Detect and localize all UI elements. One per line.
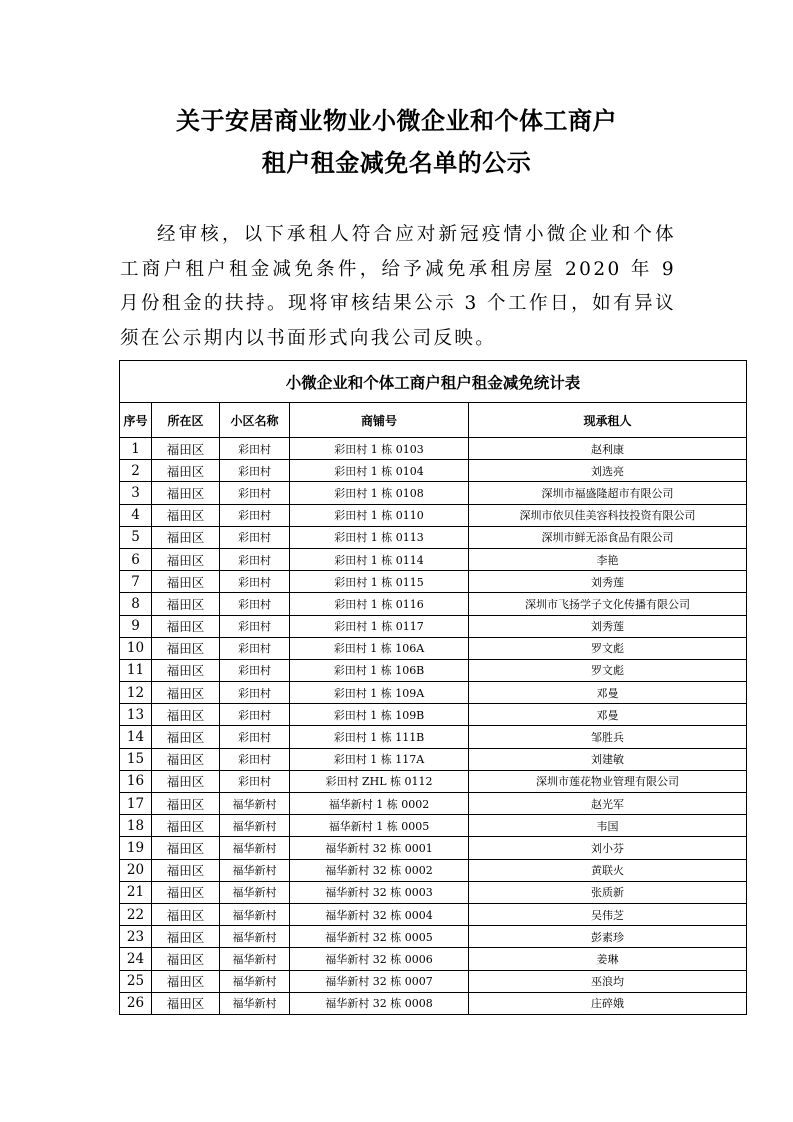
table-header-row [120, 403, 747, 438]
cell-shop-no: 福华新村 32 栋 0006 [290, 948, 469, 970]
cell-shop-no: 彩田村 1 栋 106B [290, 659, 469, 681]
cell-serial-no: 8 [120, 593, 152, 615]
cell-tenant: 庄碎娥 [469, 992, 747, 1014]
cell-community: 彩田村 [220, 770, 290, 792]
cell-shop-no: 福华新村 32 栋 0003 [290, 881, 469, 903]
cell-serial-no: 2 [120, 460, 152, 482]
cell-tenant: 邓曼 [469, 704, 747, 726]
cell-community: 福华新村 [220, 992, 290, 1014]
cell-serial-no: 4 [120, 504, 152, 526]
cell-district: 福田区 [152, 438, 220, 460]
table-row [120, 615, 747, 637]
cell-shop-no: 彩田村 1 栋 0117 [290, 615, 469, 637]
cell-shop-no: 福华新村 1 栋 0005 [290, 815, 469, 837]
table-row [120, 948, 747, 970]
cell-shop-no: 彩田村 1 栋 0108 [290, 482, 469, 504]
cell-serial-no: 12 [120, 682, 152, 704]
cell-community: 彩田村 [220, 637, 290, 659]
cell-district: 福田区 [152, 881, 220, 903]
cell-community: 彩田村 [220, 460, 290, 482]
cell-district: 福田区 [152, 571, 220, 593]
cell-community: 彩田村 [220, 526, 290, 548]
cell-tenant: 深圳市莲花物业管理有限公司 [469, 770, 747, 792]
table-row [120, 837, 747, 859]
table-row [120, 438, 747, 460]
cell-tenant: 刘秀莲 [469, 571, 747, 593]
cell-shop-no: 福华新村 1 栋 0002 [290, 793, 469, 815]
cell-tenant: 深圳市福盛隆超市有限公司 [469, 482, 747, 504]
cell-district: 福田区 [152, 926, 220, 948]
table-row [120, 970, 747, 992]
cell-tenant: 深圳市依贝佳美容科技投资有限公司 [469, 504, 747, 526]
cell-serial-no: 19 [120, 837, 152, 859]
table-row [120, 482, 747, 504]
cell-community: 彩田村 [220, 482, 290, 504]
cell-community: 福华新村 [220, 970, 290, 992]
cell-district: 福田区 [152, 504, 220, 526]
cell-shop-no: 彩田村 1 栋 0103 [290, 438, 469, 460]
cell-district: 福田区 [152, 748, 220, 770]
cell-shop-no: 彩田村 1 栋 111B [290, 726, 469, 748]
cell-district: 福田区 [152, 659, 220, 681]
cell-community: 彩田村 [220, 615, 290, 637]
cell-community: 彩田村 [220, 748, 290, 770]
cell-tenant: 李艳 [469, 548, 747, 570]
cell-community: 彩田村 [220, 704, 290, 726]
cell-shop-no: 彩田村 1 栋 106A [290, 637, 469, 659]
cell-community: 福华新村 [220, 881, 290, 903]
cell-district: 福田区 [152, 837, 220, 859]
header-current-tenant: 现承租人 [469, 403, 747, 438]
cell-serial-no: 9 [120, 615, 152, 637]
table-row [120, 659, 747, 681]
cell-serial-no: 20 [120, 859, 152, 881]
header-shop-no: 商铺号 [290, 403, 469, 438]
document-title-line-1: 关于安居商业物业小微企业和个体工商户 [176, 107, 617, 135]
cell-serial-no: 7 [120, 571, 152, 593]
cell-tenant: 罗文彪 [469, 637, 747, 659]
cell-tenant: 刘小芬 [469, 837, 747, 859]
table-row [120, 460, 747, 482]
cell-district: 福田区 [152, 548, 220, 570]
cell-district: 福田区 [152, 903, 220, 925]
cell-serial-no: 26 [120, 992, 152, 1014]
table-row [120, 815, 747, 837]
cell-shop-no: 福华新村 32 栋 0004 [290, 903, 469, 925]
header-district: 所在区 [152, 403, 220, 438]
cell-district: 福田区 [152, 460, 220, 482]
table-caption: 小微企业和个体工商户租户租金减免统计表 [120, 361, 747, 403]
cell-shop-no: 彩田村 1 栋 0113 [290, 526, 469, 548]
cell-tenant: 彭素珍 [469, 926, 747, 948]
cell-serial-no: 14 [120, 726, 152, 748]
table-row [120, 682, 747, 704]
cell-community: 福华新村 [220, 815, 290, 837]
table-row [120, 637, 747, 659]
cell-district: 福田区 [152, 637, 220, 659]
cell-district: 福田区 [152, 815, 220, 837]
table-row [120, 859, 747, 881]
table-row [120, 903, 747, 925]
cell-community: 福华新村 [220, 793, 290, 815]
cell-district: 福田区 [152, 970, 220, 992]
cell-serial-no: 18 [120, 815, 152, 837]
cell-shop-no: 福华新村 32 栋 0007 [290, 970, 469, 992]
table-row [120, 571, 747, 593]
table-row [120, 504, 747, 526]
cell-community: 彩田村 [220, 726, 290, 748]
cell-shop-no: 福华新村 32 栋 0005 [290, 926, 469, 948]
table-row [120, 881, 747, 903]
header-community: 小区名称 [220, 403, 290, 438]
cell-shop-no: 福华新村 32 栋 0001 [290, 837, 469, 859]
cell-shop-no: 彩田村 1 栋 0114 [290, 548, 469, 570]
cell-district: 福田区 [152, 526, 220, 548]
cell-serial-no: 24 [120, 948, 152, 970]
cell-shop-no: 彩田村 1 栋 0110 [290, 504, 469, 526]
cell-community: 福华新村 [220, 837, 290, 859]
cell-serial-no: 1 [120, 438, 152, 460]
header-serial-no: 序号 [120, 403, 152, 438]
cell-district: 福田区 [152, 793, 220, 815]
cell-community: 福华新村 [220, 926, 290, 948]
cell-serial-no: 22 [120, 903, 152, 925]
cell-community: 彩田村 [220, 571, 290, 593]
cell-tenant: 邹胜兵 [469, 726, 747, 748]
cell-serial-no: 5 [120, 526, 152, 548]
cell-district: 福田区 [152, 593, 220, 615]
cell-shop-no: 彩田村 1 栋 109B [290, 704, 469, 726]
cell-serial-no: 23 [120, 926, 152, 948]
cell-shop-no: 彩田村 1 栋 109A [290, 682, 469, 704]
cell-district: 福田区 [152, 615, 220, 637]
cell-shop-no: 彩田村 1 栋 117A [290, 748, 469, 770]
cell-serial-no: 21 [120, 881, 152, 903]
table-row [120, 748, 747, 770]
cell-community: 彩田村 [220, 593, 290, 615]
cell-tenant: 刘秀莲 [469, 615, 747, 637]
cell-shop-no: 彩田村 1 栋 0116 [290, 593, 469, 615]
cell-tenant: 刘建敏 [469, 748, 747, 770]
table-row [120, 770, 747, 792]
cell-district: 福田区 [152, 682, 220, 704]
cell-tenant: 赵利康 [469, 438, 747, 460]
table-row [120, 793, 747, 815]
cell-district: 福田区 [152, 948, 220, 970]
cell-district: 福田区 [152, 726, 220, 748]
cell-tenant: 罗文彪 [469, 659, 747, 681]
cell-tenant: 刘选亮 [469, 460, 747, 482]
table-row [120, 992, 747, 1014]
cell-community: 彩田村 [220, 659, 290, 681]
table-row [120, 726, 747, 748]
cell-tenant: 邓曼 [469, 682, 747, 704]
cell-community: 福华新村 [220, 859, 290, 881]
cell-serial-no: 25 [120, 970, 152, 992]
cell-serial-no: 16 [120, 770, 152, 792]
cell-tenant: 黄联火 [469, 859, 747, 881]
table-row [120, 704, 747, 726]
cell-district: 福田区 [152, 992, 220, 1014]
cell-tenant: 深圳市飞扬学子文化传播有限公司 [469, 593, 747, 615]
cell-district: 福田区 [152, 482, 220, 504]
intro-paragraph: 经审核，以下承租人符合应对新冠疫情小微企业和个体工商户租户租金减免条件，给予减免承租房屋 2020 年 9 月份租金的扶持。现将审核结果公示 3 个工作日，如有异议须在公示期内以书面形式向我公司反映。 [120, 224, 676, 349]
cell-serial-no: 17 [120, 793, 152, 815]
cell-district: 福田区 [152, 704, 220, 726]
cell-serial-no: 6 [120, 548, 152, 570]
table-row [120, 526, 747, 548]
cell-serial-no: 10 [120, 637, 152, 659]
cell-community: 福华新村 [220, 948, 290, 970]
cell-community: 彩田村 [220, 548, 290, 570]
cell-community: 福华新村 [220, 903, 290, 925]
cell-serial-no: 13 [120, 704, 152, 726]
cell-tenant: 赵光军 [469, 793, 747, 815]
cell-community: 彩田村 [220, 682, 290, 704]
cell-tenant: 姜琳 [469, 948, 747, 970]
cell-tenant: 张质新 [469, 881, 747, 903]
cell-shop-no: 彩田村 1 栋 0115 [290, 571, 469, 593]
cell-tenant: 吴伟芝 [469, 903, 747, 925]
cell-tenant: 深圳市鲜无添食品有限公司 [469, 526, 747, 548]
cell-serial-no: 15 [120, 748, 152, 770]
cell-serial-no: 11 [120, 659, 152, 681]
cell-district: 福田区 [152, 859, 220, 881]
table-row [120, 548, 747, 570]
document-title-line-2: 租户租金减免名单的公示 [261, 149, 532, 177]
cell-district: 福田区 [152, 770, 220, 792]
cell-shop-no: 彩田村 ZHL 栋 0112 [290, 770, 469, 792]
rent-reduction-table [119, 360, 747, 1015]
cell-shop-no: 福华新村 32 栋 0008 [290, 992, 469, 1014]
table-row [120, 593, 747, 615]
cell-shop-no: 彩田村 1 栋 0104 [290, 460, 469, 482]
cell-serial-no: 3 [120, 482, 152, 504]
cell-shop-no: 福华新村 32 栋 0002 [290, 859, 469, 881]
table-row [120, 926, 747, 948]
cell-tenant: 巫浪均 [469, 970, 747, 992]
cell-community: 彩田村 [220, 438, 290, 460]
cell-tenant: 韦国 [469, 815, 747, 837]
cell-community: 彩田村 [220, 504, 290, 526]
